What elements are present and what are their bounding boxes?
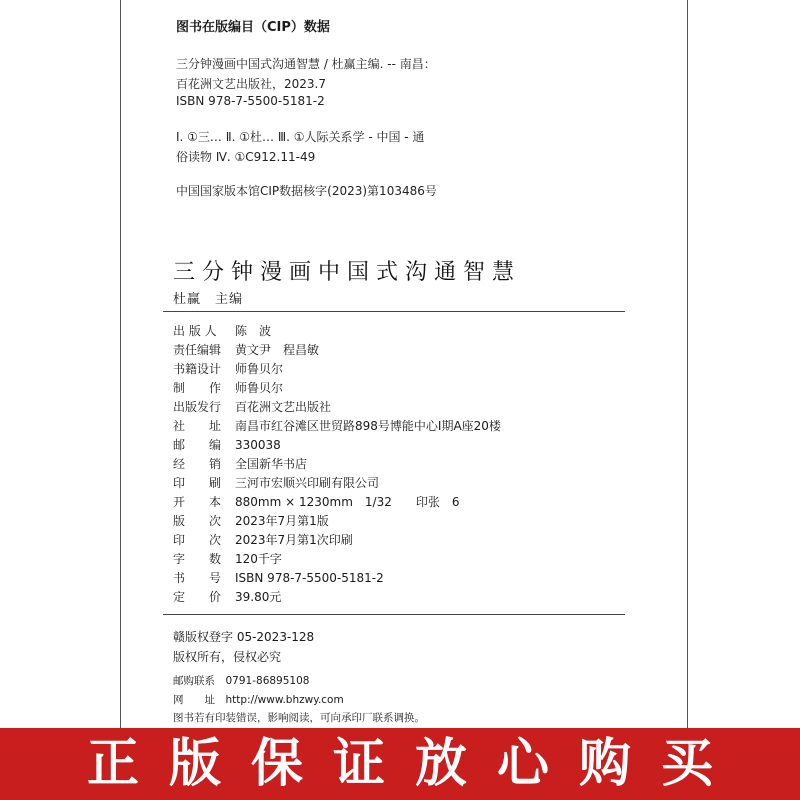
promo-banner [0,728,800,800]
cip-classification-1: Ⅰ. ①三… Ⅱ. ①杜… Ⅲ. ①人际关系学 - 中国 - 通 [176,130,425,144]
rights-reserved: 版权所有，侵权必究 [173,650,282,664]
copyright-registration: 赣版权登字 05-2023-128 [173,630,315,644]
info-row: 定 价 39.80元 [173,590,282,604]
info-row: 版 次 2023年7月第1版 [173,514,329,528]
mail-order-contact: 邮购联系 0791-86895108 [173,675,310,687]
info-row: 责任编辑 黄文尹 程昌敏 [173,343,320,357]
cip-title: 图书在版编目（CIP）数据 [176,20,330,35]
book-title: 三分钟漫画中国式沟通智慧 [173,260,522,285]
info-row: 出版发行 百花洲文艺出版社 [173,400,332,414]
cip-isbn: ISBN 978-7-5500-5181-2 [176,94,325,108]
copyright-page [120,0,688,729]
info-row: 书 号 ISBN 978-7-5500-5181-2 [173,571,384,585]
book-editor: 杜赢 主编 [173,292,244,307]
cip-line-1: 三分钟漫画中国式沟通智慧 / 杜赢主编. -- 南昌： [176,57,436,71]
info-row: 出 版 人 陈 波 [173,324,272,338]
printing-error-notice: 图书若有印装错误，影响阅读，可向承印厂联系调换。 [173,712,425,724]
divider-top [163,311,625,312]
website-address: 网 址 http://www.bhzwy.com [173,694,344,706]
promo-banner-text: 正版保证放心购买 [86,734,743,794]
cip-classification-2: 俗读物 Ⅳ. ①C912.11-49 [176,150,316,164]
info-row: 印 刷 三河市宏顺兴印刷有限公司 [173,476,380,490]
info-row: 字 数 120千字 [173,552,282,566]
info-row: 开 本 880mm × 1230mm 1/32 印张 6 [173,495,460,509]
divider-bottom [163,614,625,615]
cip-record-number: 中国国家版本馆CIP数据核字(2023)第103486号 [176,184,437,198]
info-row: 邮 编 330038 [173,438,281,452]
cip-line-2: 百花洲文艺出版社，2023.7 [176,77,326,91]
info-row: 经 销 全国新华书店 [173,457,308,471]
info-row: 制 作 师鲁贝尔 [173,381,284,395]
info-row: 印 次 2023年7月第1次印刷 [173,533,353,547]
info-row: 社 址 南昌市红谷滩区世贸路898号博能中心Ⅰ期A座20楼 [173,419,501,433]
info-row: 书籍设计 师鲁贝尔 [173,362,284,376]
